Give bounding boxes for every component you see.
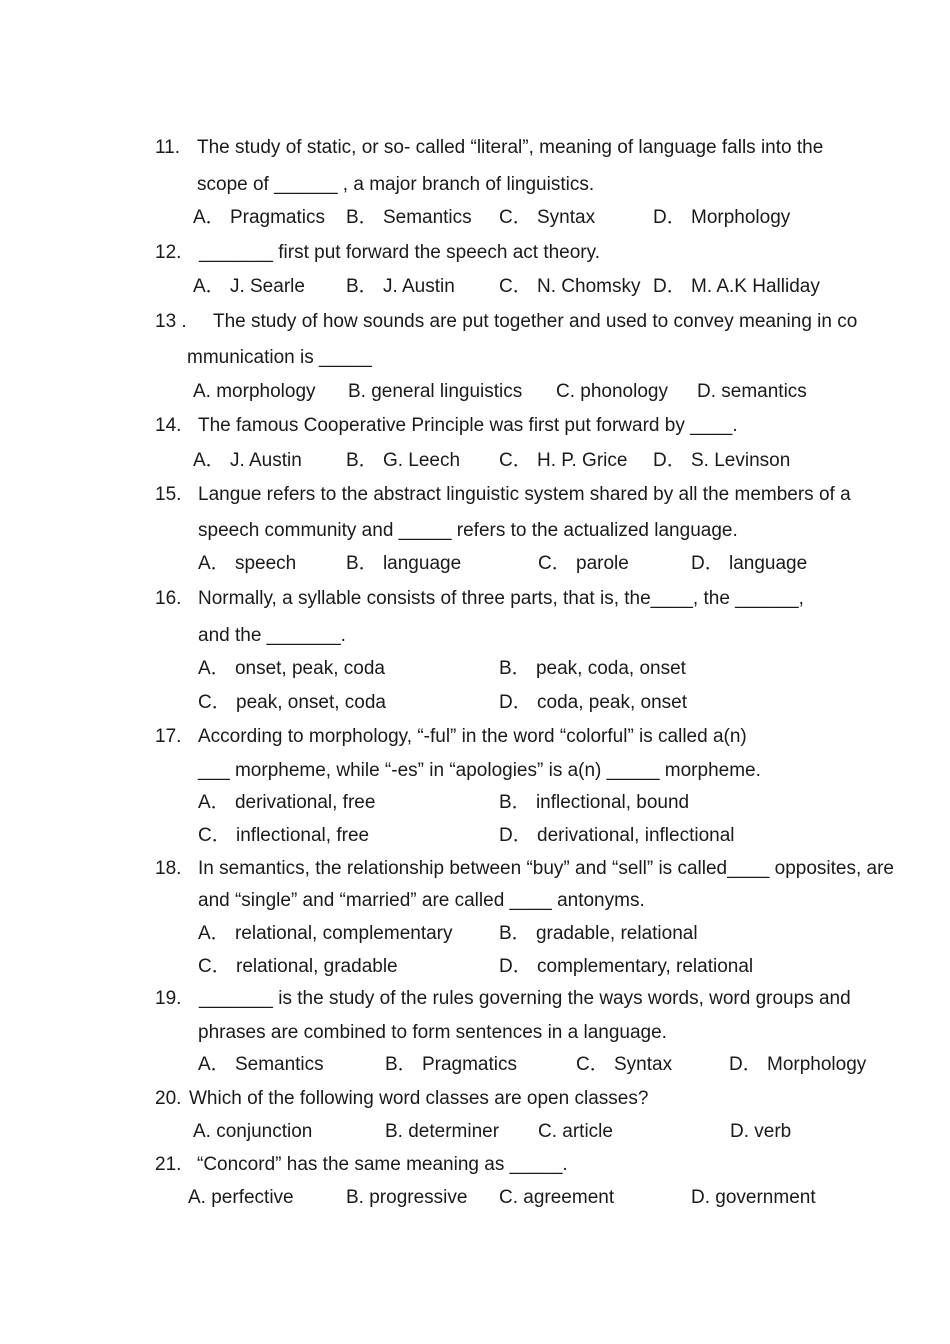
option-c: C． N. Chomsky <box>499 276 641 297</box>
option-a: A. conjunction <box>193 1121 313 1142</box>
option-d: D. government <box>691 1187 816 1208</box>
option-a: A． relational, complementary <box>198 923 453 944</box>
question-stem-line-1: _______ first put forward the speech act theory. <box>199 242 600 263</box>
option-d: D. verb <box>730 1121 792 1142</box>
option-b: B． J. Austin <box>346 276 455 297</box>
option-b: B． gradable, relational <box>499 923 698 944</box>
option-c: C． relational, gradable <box>198 956 398 977</box>
option-b: B. progressive <box>346 1187 468 1208</box>
question-stem-line-2: and “single” and “married” are called ____ antonyms. <box>198 890 645 911</box>
option-b: B． inflectional, bound <box>499 792 690 813</box>
question-stem-line-2: ___ morpheme, while “-es” in “apologies” is a(n) _____ morpheme. <box>198 760 761 781</box>
option-b: B. determiner <box>385 1121 500 1142</box>
question-stem-line-1: In semantics, the relationship between “buy” and “sell” is called____ opposites, are <box>198 858 894 879</box>
option-d: D． Morphology <box>729 1054 867 1075</box>
option-c: C. phonology <box>556 381 668 402</box>
question-number: 15. <box>155 484 182 505</box>
option-c: C． peak, onset, coda <box>198 692 386 713</box>
question-stem-line-1: The famous Cooperative Principle was first put forward by ____. <box>198 415 738 436</box>
question-stem-line-1: _______ is the study of the rules governing the ways words, word groups and <box>199 988 851 1009</box>
option-d: D． coda, peak, onset <box>499 692 687 713</box>
option-c: C． parole <box>538 553 629 574</box>
option-d: D． Morphology <box>653 207 791 228</box>
option-b: B． Pragmatics <box>385 1054 517 1075</box>
question-stem-line-1: The study of how sounds are put together and used to convey meaning in co <box>213 311 858 332</box>
question-number: 19. <box>155 988 182 1009</box>
option-a: A． derivational, free <box>198 792 376 813</box>
question-stem-line-1: Which of the following word classes are open classes? <box>189 1088 649 1109</box>
question-stem-line-1: Langue refers to the abstract linguistic system shared by all the members of a <box>198 484 851 505</box>
question-number: 11. <box>155 137 181 158</box>
option-c: C． inflectional, free <box>198 825 370 846</box>
option-c: C． H. P. Grice <box>499 450 628 471</box>
option-c: C. article <box>538 1121 613 1142</box>
option-a: A． Semantics <box>198 1054 324 1075</box>
question-number: 17. <box>155 726 182 747</box>
option-d: D． S. Levinson <box>653 450 791 471</box>
option-b: B． Semantics <box>346 207 472 228</box>
question-stem-line-2: speech community and _____ refers to the actualized language. <box>198 520 738 541</box>
question-number: 18. <box>155 858 182 879</box>
question-stem-line-1: According to morphology, “-ful” in the word “colorful” is called a(n) <box>198 726 747 747</box>
question-number: 20. <box>155 1088 182 1109</box>
question-number: 13 . <box>155 311 187 332</box>
question-stem-line-1: The study of static, or so- called “literal”, meaning of language falls into the <box>197 137 824 158</box>
option-b: B． peak, coda, onset <box>499 658 686 679</box>
option-c: C． Syntax <box>499 207 596 228</box>
option-a: A． onset, peak, coda <box>198 658 385 679</box>
question-stem-line-1: Normally, a syllable consists of three parts, that is, the____, the ______, <box>198 588 804 609</box>
option-d: D． derivational, inflectional <box>499 825 735 846</box>
question-number: 14. <box>155 415 182 436</box>
option-a: A. perfective <box>188 1187 294 1208</box>
option-c: C. agreement <box>499 1187 615 1208</box>
question-number: 12. <box>155 242 182 263</box>
question-stem-line-2: scope of ______ , a major branch of linguistics. <box>197 174 595 195</box>
option-a: A． Pragmatics <box>193 207 325 228</box>
question-stem-line-2: and the _______. <box>198 625 346 646</box>
option-d: D. semantics <box>697 381 807 402</box>
question-stem-line-2: phrases are combined to form sentences in a language. <box>198 1022 667 1043</box>
option-a: A. morphology <box>193 381 316 402</box>
option-a: A． J. Austin <box>193 450 302 471</box>
question-number: 21. <box>155 1154 182 1175</box>
option-d: D． complementary, relational <box>499 956 754 977</box>
option-c: C． Syntax <box>576 1054 673 1075</box>
option-a: A． J. Searle <box>193 276 305 297</box>
option-d: D． language <box>691 553 808 574</box>
question-number: 16. <box>155 588 182 609</box>
option-b: B． language <box>346 553 462 574</box>
option-b: B. general linguistics <box>348 381 523 402</box>
question-stem-line-1: “Concord” has the same meaning as _____. <box>197 1154 568 1175</box>
option-b: B． G. Leech <box>346 450 461 471</box>
question-stem-line-2: mmunication is _____ <box>187 347 372 368</box>
option-a: A． speech <box>198 553 297 574</box>
option-d: D． M. A.K Halliday <box>653 276 820 297</box>
